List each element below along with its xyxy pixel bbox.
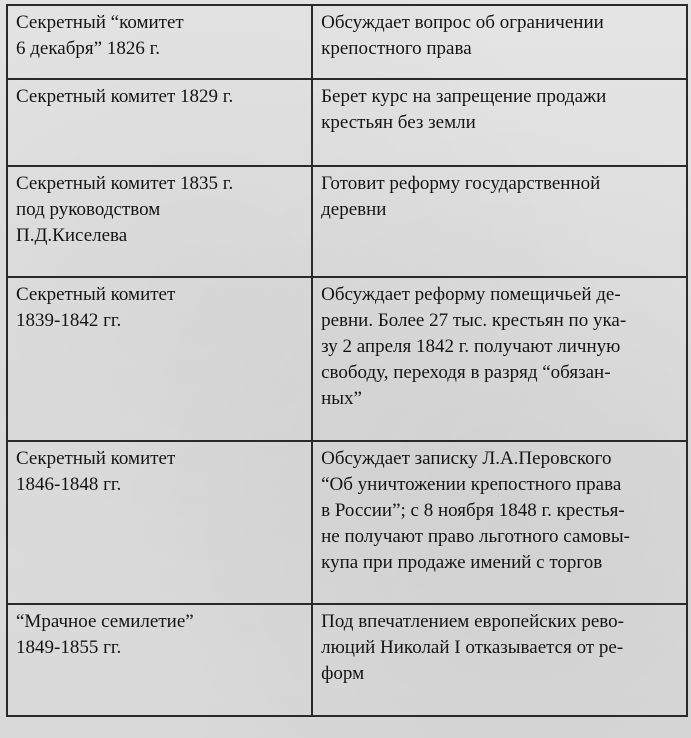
period-cell — [7, 604, 312, 716]
description-text: Под впечатлением европейских рево- люций Николай I отказывается от ре- форм — [321, 611, 624, 684]
period-text: “Мрачное семилетие” 1849-1855 гг. — [16, 611, 194, 658]
description-cell — [312, 604, 687, 716]
description-cell — [312, 79, 687, 166]
period-cell — [7, 277, 312, 441]
description-text: Обсуждает вопрос об ограничении крепостного права — [321, 12, 604, 59]
period-cell — [7, 441, 312, 604]
description-text: Готовит реформу государственной деревни — [321, 173, 601, 220]
description-text: Обсуждает записку Л.А.Перовского “Об уничтожении крепостного права в России”; с 8 ноября 1848 г. крестья- не получают право льготного самовы- купа при продаже имений с торгов — [321, 448, 630, 573]
table-row — [7, 604, 687, 716]
description-text: Берет курс на запрещение продажи крестьян без земли — [321, 86, 607, 133]
period-text: Секретный комитет 1829 г. — [16, 86, 234, 107]
period-text: Секретный “комитет 6 декабря” 1826 г. — [16, 12, 184, 59]
table-row — [7, 441, 687, 604]
period-cell — [7, 166, 312, 277]
period-cell — [7, 79, 312, 166]
description-cell — [312, 5, 687, 79]
table-row — [7, 5, 687, 79]
table-row — [7, 277, 687, 441]
period-cell — [7, 5, 312, 79]
period-text: Секретный комитет 1835 г. под руководством П.Д.Киселева — [16, 173, 234, 246]
period-text: Секретный комитет 1846-1848 гг. — [16, 448, 176, 495]
table-row — [7, 79, 687, 166]
committees-table — [6, 4, 688, 717]
description-cell — [312, 277, 687, 441]
table-row — [7, 166, 687, 277]
description-text: Обсуждает реформу помещичьей де- ревни. Более 27 тыс. крестьян по ука- зу 2 апреля 1842 г. получают личную свободу, переходя в разряд “обязан- ных” — [321, 284, 627, 409]
description-cell — [312, 166, 687, 277]
description-cell — [312, 441, 687, 604]
period-text: Секретный комитет 1839-1842 гг. — [16, 284, 176, 331]
